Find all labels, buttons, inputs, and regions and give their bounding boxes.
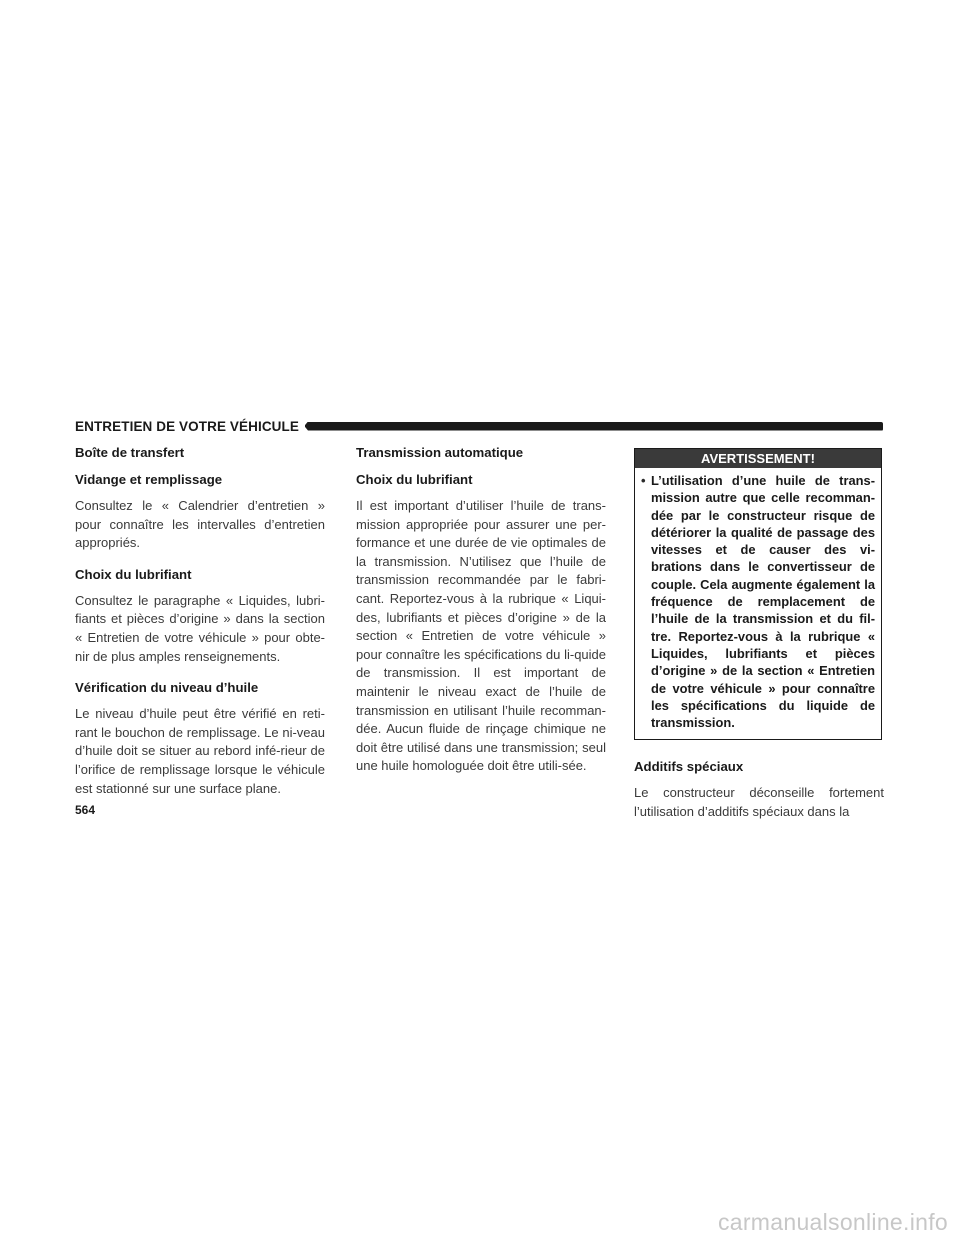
paragraph-oil-level-check: Le niveau d’huile peut être vérifié en reti-rant le bouchon de remplissage. Le ni-veau d’huile doit se situer au rebord infé-rieur de l’orifice de remplissage lorsque le véhicule est stationné sur une surface plane. (75, 706, 325, 796)
warning-body (635, 468, 881, 739)
page-number: 564 (75, 803, 96, 817)
heading-special-additives: Additifs spéciaux (634, 759, 744, 775)
heading-transfer-case: Boîte de transfert (75, 445, 185, 460)
paragraph-special-additives: Le constructeur déconseille fortement l’utilisation d’additifs spéciaux dans la (634, 785, 884, 820)
section-header (75, 418, 883, 434)
bullet-icon: • (641, 473, 646, 488)
watermark-text: carmanualsonline.info (717, 1209, 948, 1235)
heading-automatic-transmission: Transmission automatique (356, 445, 524, 460)
heading-drain-fill: Vidange et remplissage (75, 472, 223, 487)
section-title: ENTRETIEN DE VOTRE VÉHICULE (75, 418, 299, 434)
heading-lubricant-selection: Choix du lubrifiant (75, 566, 192, 582)
column-left (75, 444, 325, 798)
paragraph-lubricant-selection: Consultez le paragraphe « Liquides, lubri-fiants et pièces d’origine » dans la section « Entretien de votre véhicule » pour obte-nir de plus amples renseignements. (75, 592, 325, 664)
heading-oil-level-check: Vérification du niveau d’huile (75, 680, 259, 696)
paragraph-drain-fill: Consultez le « Calendrier d’entretien » pour connaître les intervalles d’entretien appropriés. (75, 498, 325, 551)
column-right (634, 444, 884, 822)
warning-box (634, 448, 882, 740)
section-header-bar (305, 422, 883, 431)
paragraph-transmission-lubricant: Il est important d’utiliser l’huile de trans-mission appropriée pour assurer une per-formance et une durée de vie optimales de la transmission. N’utilisez que l’huile de transmission recommandée par le fabri-cant. Reportez-vous à la rubrique « Liqui-des, lubrifiants et pièces d’origine » de la section « Entretien de votre véhicule » pour connaître les spécifications du li-quide de transmission. Il est important de maintenir le niveau exact de l’huile de transmission en utilisant l’huile recomman-dée. Aucun fluide de rinçage chimique ne doit être utilisé dans une transmission; seul une huile homologuée doit être utili-sée. (356, 498, 606, 774)
warning-title: AVERTISSEMENT! (635, 449, 881, 468)
column-middle (356, 444, 606, 776)
heading-transmission-lubricant: Choix du lubrifiant (356, 472, 473, 487)
warning-text: L’utilisation d’une huile de trans-mission autre que celle recomman-dée par le constructeur risque de détériorer la qualité de passage des vitesses et de causer des vi-brations dans le convertisseur de couple. Cela augmente également la fréquence de remplacement de l’huile de la transmission et du fil-tre. Reportez-vous à la rubrique « Liquides, lubrifiants et pièces d’origine » de la section « Entretien de votre véhicule » pour connaître les spécifications du liquide de transmission. (651, 473, 875, 731)
